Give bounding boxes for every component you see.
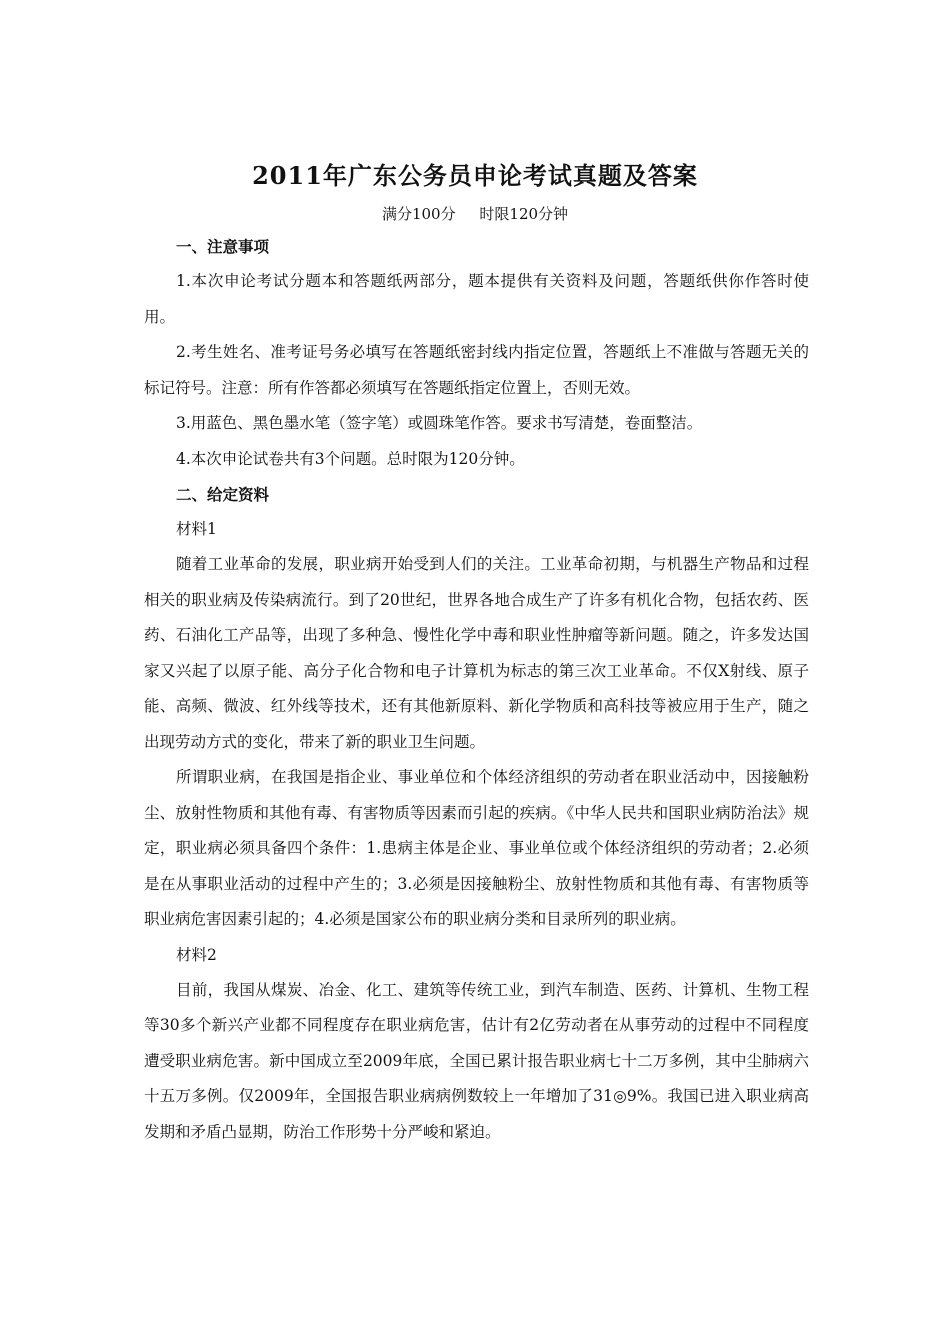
document-title: 2011年广东公务员申论考试真题及答案 bbox=[252, 161, 698, 190]
notice-item: 2.考生姓名、准考证号务必填写在答题纸密封线内指定位置，答题纸上不准做与答题无关的标记符号。注意：所有作答都必须填写在答题纸指定位置上，否则无效。 bbox=[144, 343, 809, 397]
section-heading-notes: 一、注意事项 bbox=[176, 237, 270, 256]
notice-item: 4.本次申论试卷共有3个问题。总时限为120分钟。 bbox=[176, 449, 525, 468]
document-subtitle: 满分100分 时限120分钟 bbox=[381, 205, 569, 223]
document-body bbox=[144, 229, 809, 1150]
material-label: 材料1 bbox=[176, 520, 217, 538]
notice-item: 1.本次申论考试分题本和答题纸两部分，题本提供有关资料及问题，答题纸供你作答时使用。 bbox=[144, 272, 809, 326]
section-heading-materials: 二、给定资料 bbox=[176, 485, 270, 504]
material-label: 材料2 bbox=[176, 945, 217, 964]
material-paragraph: 所谓职业病，在我国是指企业、事业单位和个体经济组织的劳动者在职业活动中，因接触粉尘、放射性物质和其他有毒、有害物质等因素而引起的疾病。《中华人民共和国职业病防治法》规定，职业病必须具备四个条件：1.患病主体是企业、事业单位或个体经济组织的劳动者；2.必须是在从事职业活动的过程中产生的；3.必须是因接触粉尘、放射性物质和其他有毒、有害物质等职业病危害因素引起的；4.必须是国家公布的职业病分类和目录所列的职业病。 bbox=[144, 768, 809, 928]
notice-item: 3.用蓝色、黑色墨水笔（签字笔）或圆珠笔作答。要求书写清楚，卷面整洁。 bbox=[176, 414, 703, 432]
material-paragraph: 目前，我国从煤炭、冶金、化工、建筑等传统工业，到汽车制造、医药、计算机、生物工程等30多个新兴产业都不同程度存在职业病危害，估计有2亿劳动者在从事劳动的过程中不同程度遭受职业病危害。新中国成立至2009年底，全国已累计报告职业病七十二万多例，其中尘肺病六十五万多例。仅2009年，全国报告职业病病例数较上一年增加了31◎9%。我国已进入职业病高发期和矛盾凸显期，防治工作形势十分严峻和紧迫。 bbox=[144, 980, 809, 1141]
material-paragraph: 随着工业革命的发展，职业病开始受到人们的关注。工业革命初期，与机器生产物品和过程相关的职业病及传染病流行。到了20世纪，世界各地合成生产了许多有机化合物，包括农药、医药、石油化工产品等，出现了多种急、慢性化学中毒和职业性肿瘤等新问题。随之，许多发达国家又兴起了以原子能、高分子化合物和电子计算机为标志的第三次工业革命。不仅X射线、原子能、高频、微波、红外线等技术，还有其他新原料、新化学物质和高科技等被应用于生产，随之出现劳动方式的变化，带来了新的职业卫生问题。 bbox=[144, 555, 809, 751]
